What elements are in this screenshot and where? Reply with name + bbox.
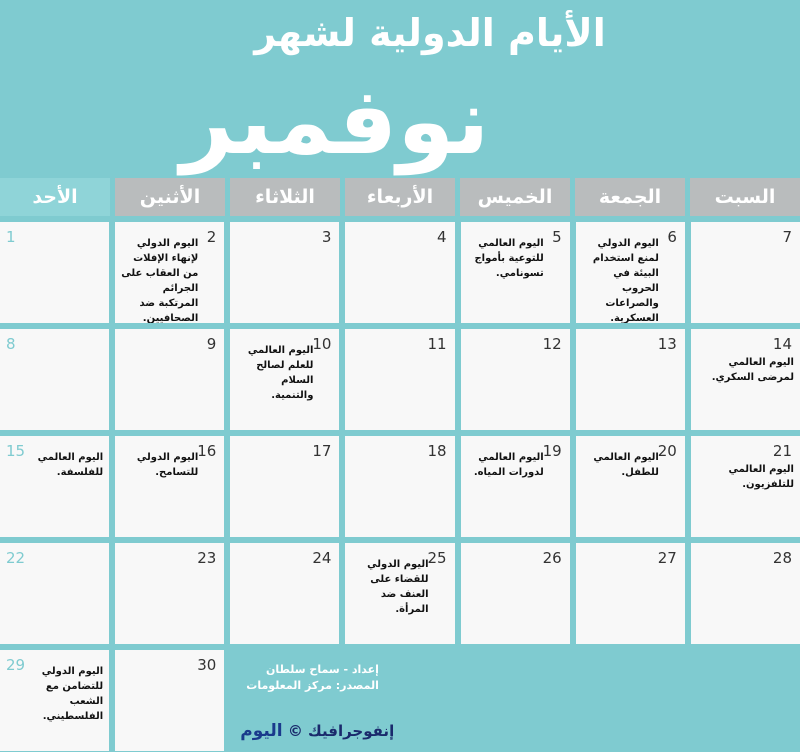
day-cell (230, 436, 339, 537)
day-number: 20 (657, 442, 677, 460)
day-event: اليوم العالمي لدورات المياه. (473, 452, 544, 478)
day-number: 6 (667, 228, 677, 246)
day-number: 2 (206, 228, 217, 246)
day-event: اليوم الدولي لمنع استخدام البيئة في الحروب والصراعات العسكرية. (592, 238, 659, 323)
day-event: اليوم العالمي لمرضى السكري. (711, 357, 794, 383)
day-cell (691, 436, 800, 537)
day-event: اليوم الدولي للتسامح. (136, 452, 199, 478)
day-cell (461, 436, 570, 537)
day-cell (115, 222, 224, 323)
day-number: 3 (321, 228, 332, 246)
day-cell (115, 436, 224, 537)
logo-text: إنفوجرافيك © (287, 722, 395, 740)
day-number: 14 (772, 335, 792, 353)
month-title: نوفمبر (180, 68, 490, 175)
credit-lines (246, 662, 387, 694)
day-cell (0, 436, 109, 537)
day-header-tuesday: الثلاثاء (230, 178, 340, 216)
day-cell (115, 543, 224, 644)
day-cell (115, 650, 224, 751)
day-number: 30 (197, 656, 217, 674)
day-cell (345, 329, 454, 430)
day-cell (691, 329, 800, 430)
day-header-wednesday: الأربعاء (345, 178, 455, 216)
day-number: 11 (427, 335, 447, 353)
prepared-by: إعداد - سماح سلطان (266, 663, 379, 676)
day-number: 10 (312, 335, 332, 353)
credits-block (230, 650, 800, 751)
day-cell (0, 543, 109, 644)
day-cell (461, 543, 570, 644)
day-header-thursday: الخميس (460, 178, 570, 216)
day-number: 16 (197, 442, 217, 460)
source: المصدر: مركز المعلومات (246, 679, 379, 692)
day-header-friday: الجمعة (575, 178, 685, 216)
day-cell (345, 436, 454, 537)
infographic-logo (240, 721, 394, 741)
day-number: 12 (542, 335, 562, 353)
day-cell (0, 650, 109, 751)
day-header-monday: الأثنين (115, 178, 225, 216)
day-header-saturday: السبت (690, 178, 800, 216)
day-headers (0, 178, 800, 216)
day-number: 5 (552, 228, 562, 246)
day-cell (576, 329, 685, 430)
day-cell (345, 222, 454, 323)
calendar (0, 178, 800, 752)
day-number: 8 (6, 335, 16, 353)
day-cell (576, 543, 685, 644)
day-number: 15 (6, 442, 26, 460)
day-cell (230, 222, 339, 323)
day-header-sunday: الأحد (0, 178, 110, 216)
day-cell (691, 543, 800, 644)
day-event: اليوم العالمي للطفل. (593, 452, 659, 478)
day-number: 23 (197, 549, 217, 567)
day-cell (461, 222, 570, 323)
day-cell (230, 329, 339, 430)
day-cell (115, 329, 224, 430)
day-number: 18 (427, 442, 447, 460)
day-cell (576, 436, 685, 537)
day-number: 9 (206, 335, 217, 353)
day-number: 17 (312, 442, 332, 460)
day-event: اليوم الدولي للقضاء على العنف ضد المرأة. (367, 559, 429, 615)
day-cell (691, 222, 800, 323)
day-event: اليوم العالمي للعلم لصالح السلام والتنمية. (247, 345, 314, 401)
day-cell (461, 329, 570, 430)
day-number: 28 (772, 549, 792, 567)
day-cell (345, 543, 454, 644)
day-number: 21 (772, 442, 792, 460)
day-event: اليوم العالمي للتوعية بأمواج تسونامي. (474, 238, 544, 279)
day-number: 26 (542, 549, 562, 567)
day-event: اليوم العالمي للتلفزيون. (728, 464, 794, 490)
day-number: 29 (6, 656, 26, 674)
day-number: 22 (6, 549, 26, 567)
day-cell (230, 543, 339, 644)
calendar-grid (0, 222, 800, 752)
day-number: 4 (437, 228, 447, 246)
day-event: اليوم الدولي لإنهاء الإفلات من العقاب على الجرائم المرتكبة ضد الصحافيين. (121, 238, 199, 323)
day-cell (576, 222, 685, 323)
day-event: اليوم العالمي للفلسفة. (37, 452, 104, 478)
brand-logo: اليوم (240, 721, 283, 741)
day-cell (0, 222, 109, 323)
day-number: 24 (312, 549, 332, 567)
day-cell (0, 329, 109, 430)
title-caption: الأيام الدولية لشهر (254, 11, 606, 55)
day-event: اليوم الدولي للتضامن مع الشعب الفلسطيني. (41, 666, 104, 722)
day-number: 7 (782, 228, 792, 246)
day-number: 13 (657, 335, 677, 353)
day-number: 1 (6, 228, 16, 246)
day-number: 25 (427, 549, 447, 567)
day-number: 27 (657, 549, 677, 567)
day-number: 19 (542, 442, 562, 460)
header (0, 0, 800, 178)
